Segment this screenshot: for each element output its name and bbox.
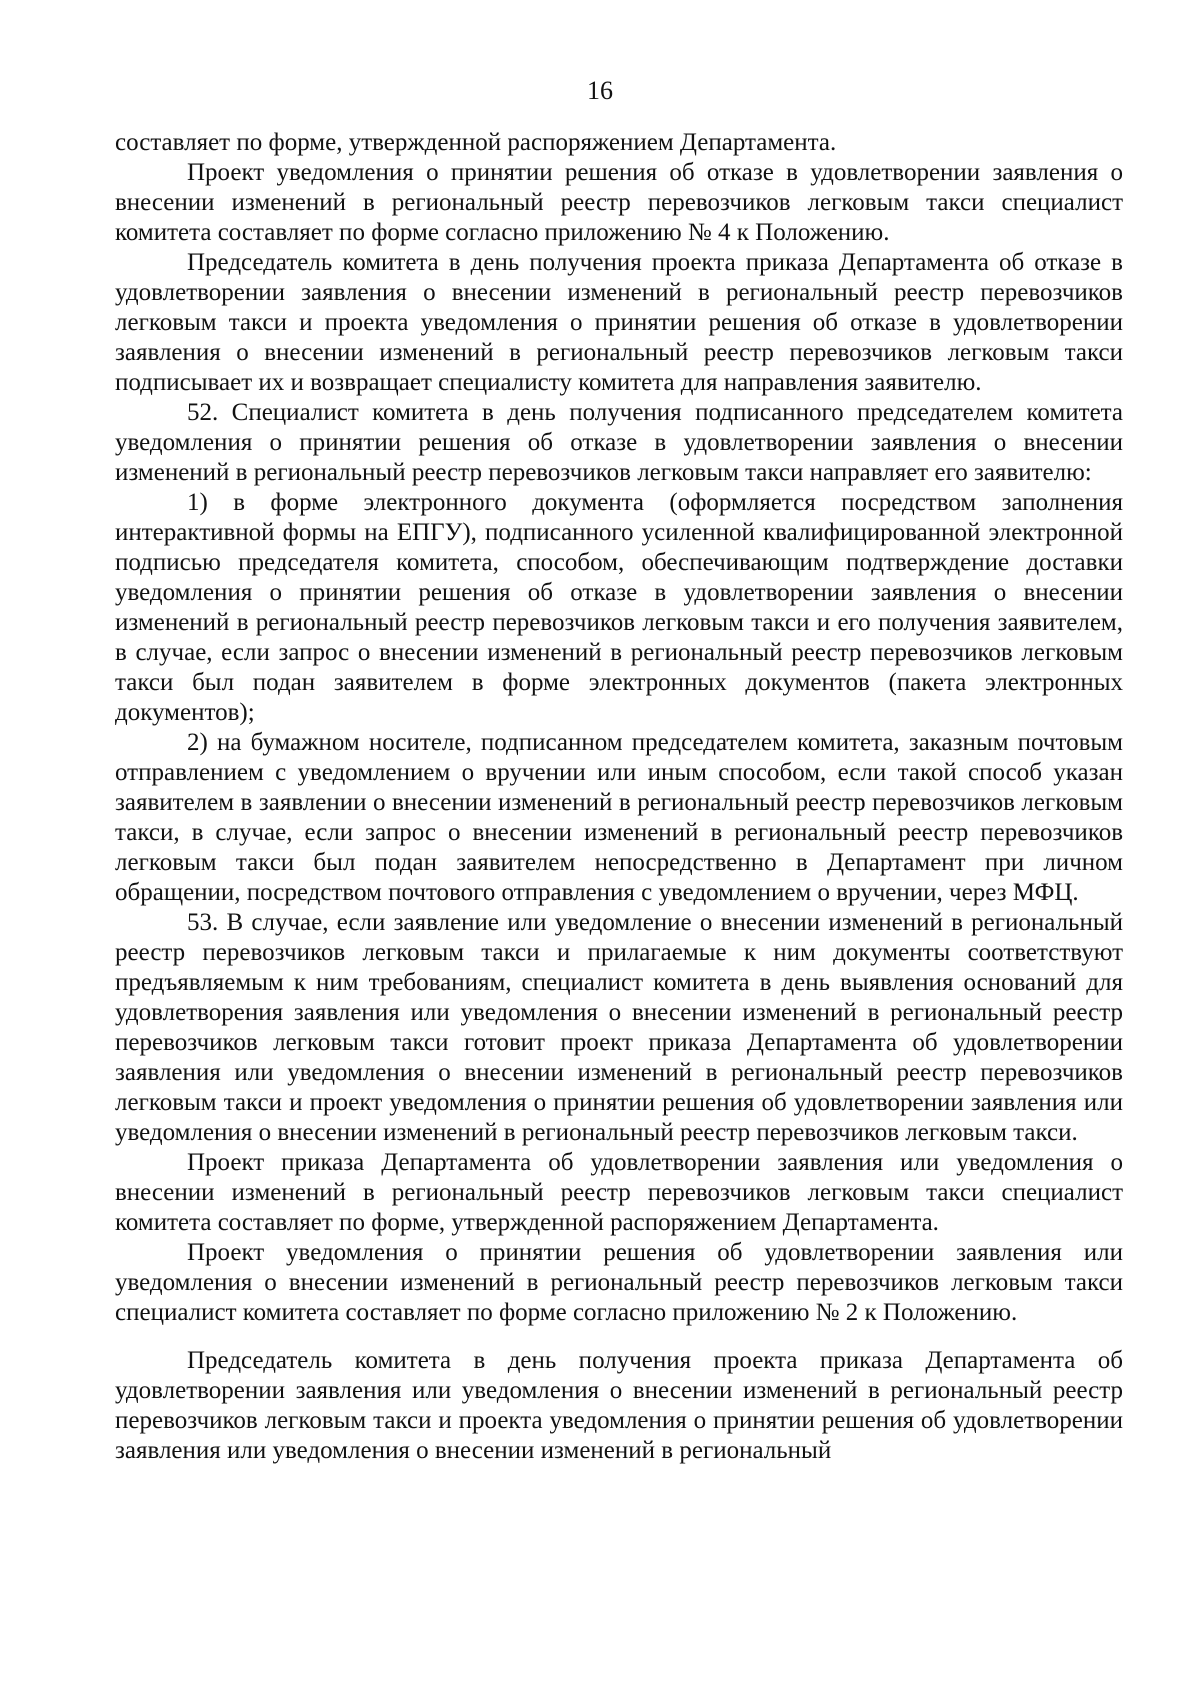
paragraph-subitem-2: 2) на бумажном носителе, подписанном председателем комитета, заказным почтовым отправлением с уведомлением о вручении или иным способом, если такой способ указан заявителем в заявлении о внесении изменений в региональный реестр перевозчиков легковым такси, в случае, если запрос о внесении изменений в региональный реестр перевозчиков легковым такси был подан заявителем непосредственно в Департамент при личном обращении, посредством почтового отправления с уведомлением о вручении, через МФЦ. <box>115 729 1123 906</box>
page-number: 16 <box>587 76 613 105</box>
paragraph: Председатель комитета в день получения проекта приказа Департамента об отказе в удовлетворении заявления о внесении изменений в региональный реестр перевозчиков легковым такси и проекта уведомления о принятии решения об отказе в удовлетворении заявления о внесении изменений в региональный реестр перевозчиков легковым такси подписывает их и возвращает специалисту комитета для направления заявителю. <box>115 249 1123 396</box>
paragraph: Проект уведомления о принятии решения об отказе в удовлетворении заявления о внесении изменений в региональный реестр перевозчиков легковым такси специалист комитета составляет по форме согласно приложению № 4 к Положению. <box>115 159 1123 246</box>
paragraph-item-52: 52. Специалист комитета в день получения подписанного председателем комитета уведомления о принятии решения об отказе в удовлетворении заявления о внесении изменений в региональный реестр перевозчиков легковым такси направляет его заявителю: <box>115 399 1123 486</box>
paragraph-item-53: 53. В случае, если заявление или уведомление о внесении изменений в региональный реестр перевозчиков легковым такси и прилагаемые к ним документы соответствуют предъявляемым к ним требованиям, специалист комитета в день выявления оснований для удовлетворения заявления или уведомления о внесении изменений в региональный реестр перевозчиков легковым такси готовит проект приказа Департамента об удовлетворении заявления или уведомления о внесении изменений в региональный реестр перевозчиков легковым такси и проект уведомления о принятии решения об удовлетворении заявления или уведомления о внесении изменений в региональный реестр перевозчиков легковым такси. <box>115 909 1123 1146</box>
paragraph: Проект приказа Департамента об удовлетворении заявления или уведомления о внесении изменений в региональный реестр перевозчиков легковым такси специалист комитета составляет по форме, утвержденной распоряжением Департамента. <box>115 1149 1123 1236</box>
paragraph-subitem-1: 1) в форме электронного документа (оформляется посредством заполнения интерактивной формы на ЕПГУ), подписанного усиленной квалифицированной электронной подписью председателя комитета, способом, обеспечивающим подтверждение доставки уведомления о принятии решения об отказе в удовлетворении заявления о внесении изменений в региональный реестр перевозчиков легковым такси и его получения заявителем, в случае, если запрос о внесении изменений в региональный реестр перевозчиков легковым такси был подан заявителем в форме электронных документов (пакета электронных документов); <box>115 489 1123 726</box>
paragraph: Проект уведомления о принятии решения об удовлетворении заявления или уведомления о внесении изменений в региональный реестр перевозчиков легковым такси специалист комитета составляет по форме согласно приложению № 2 к Положению. <box>115 1239 1123 1326</box>
paragraph-continuation: составляет по форме, утвержденной распоряжением Департамента. <box>115 129 837 156</box>
document-body <box>115 128 1123 1466</box>
paragraph: Председатель комитета в день получения проекта приказа Департамента об удовлетворении заявления или уведомления о внесении изменений в региональный реестр перевозчиков легковым такси и проекта уведомления о принятии решения об удовлетворении заявления или уведомления о внесении изменений в региональный <box>115 1347 1123 1464</box>
